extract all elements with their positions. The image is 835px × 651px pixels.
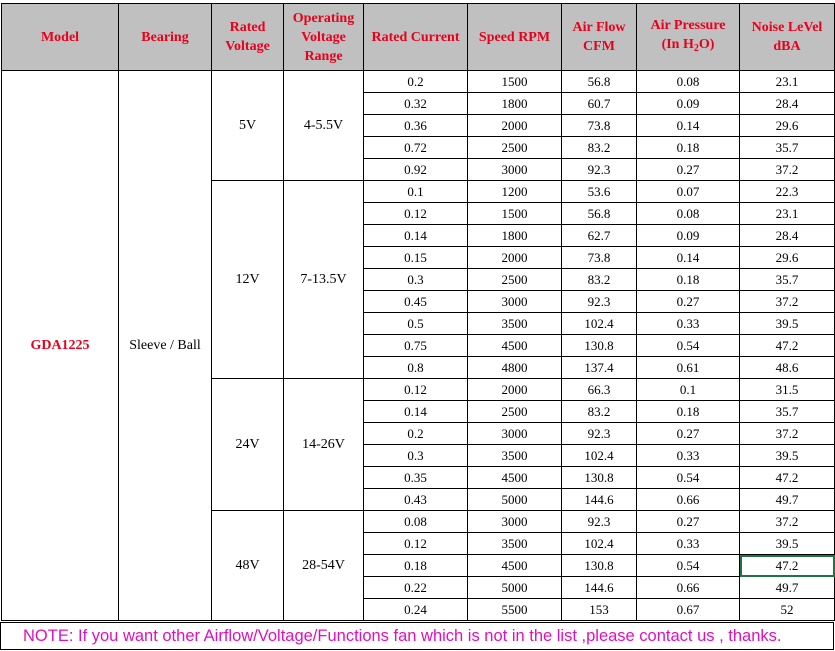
rated-current-cell: 0.12 <box>364 203 468 225</box>
speed-cell: 5000 <box>468 489 562 511</box>
speed-cell: 4500 <box>468 555 562 577</box>
speed-cell: 3000 <box>468 511 562 533</box>
header-air-pressure: Air Pressure (In $H_2O$) <box>637 4 740 71</box>
rated-current-cell: 0.18 <box>364 555 468 577</box>
noise-cell: 37.2 <box>740 291 835 313</box>
speed-cell: 3500 <box>468 445 562 467</box>
air-flow-cell: 92.3 <box>562 159 637 181</box>
noise-cell: 23.1 <box>740 203 835 225</box>
air-flow-cell: 56.8 <box>562 203 637 225</box>
rated-current-cell: 0.35 <box>364 467 468 489</box>
bearing-cell: Sleeve / Ball <box>119 71 212 621</box>
rated-current-cell: 0.92 <box>364 159 468 181</box>
air-pressure-cell: 0.07 <box>637 181 740 203</box>
header-rated-voltage: Rated Voltage <box>212 4 284 71</box>
noise-cell: 31.5 <box>740 379 835 401</box>
operating-range-cell: 28-54V <box>284 511 364 621</box>
speed-cell: 1200 <box>468 181 562 203</box>
model-cell: GDA1225 <box>2 71 119 621</box>
fan-spec-table <box>1 3 835 621</box>
spec-body <box>2 71 835 621</box>
speed-cell: 2500 <box>468 401 562 423</box>
speed-cell: 2000 <box>468 247 562 269</box>
air-flow-cell: 130.8 <box>562 467 637 489</box>
header-air-flow: Air Flow CFM <box>562 4 637 71</box>
air-flow-cell: 62.7 <box>562 225 637 247</box>
air-pressure-cell: 0.08 <box>637 71 740 93</box>
air-pressure-cell: 0.66 <box>637 577 740 599</box>
air-pressure-cell: 0.27 <box>637 423 740 445</box>
air-flow-cell: 92.3 <box>562 423 637 445</box>
rated-current-cell: 0.3 <box>364 445 468 467</box>
air-flow-cell: 66.3 <box>562 379 637 401</box>
noise-cell: 47.2 <box>740 467 835 489</box>
air-pressure-cell: 0.61 <box>637 357 740 379</box>
speed-cell: 2000 <box>468 379 562 401</box>
noise-cell: 37.2 <box>740 159 835 181</box>
air-pressure-cell: 0.67 <box>637 599 740 621</box>
noise-cell: 28.4 <box>740 93 835 115</box>
air-flow-cell: 153 <box>562 599 637 621</box>
rated-current-cell: 0.08 <box>364 511 468 533</box>
header-speed: Speed RPM <box>468 4 562 71</box>
noise-cell: 39.5 <box>740 313 835 335</box>
header-rated-current: Rated Current <box>364 4 468 71</box>
rated-current-cell: 0.36 <box>364 115 468 137</box>
rated-current-cell: 0.15 <box>364 247 468 269</box>
rated-current-cell: 0.32 <box>364 93 468 115</box>
air-pressure-cell: 0.27 <box>637 291 740 313</box>
air-pressure-cell: 0.14 <box>637 115 740 137</box>
noise-cell: 47.2 <box>740 335 835 357</box>
speed-cell: 1500 <box>468 203 562 225</box>
rated-current-cell: 0.8 <box>364 357 468 379</box>
air-flow-cell: 60.7 <box>562 93 637 115</box>
air-flow-cell: 92.3 <box>562 511 637 533</box>
noise-cell: 49.7 <box>740 489 835 511</box>
operating-range-cell: 14-26V <box>284 379 364 511</box>
rated-voltage-cell: 5V <box>212 71 284 181</box>
rated-current-cell: 0.12 <box>364 533 468 555</box>
air-pressure-cell: 0.54 <box>637 467 740 489</box>
noise-cell: 49.7 <box>740 577 835 599</box>
air-flow-cell: 83.2 <box>562 269 637 291</box>
speed-cell: 3000 <box>468 291 562 313</box>
air-pressure-cell: 0.54 <box>637 555 740 577</box>
rated-voltage-cell: 24V <box>212 379 284 511</box>
noise-cell: 48.6 <box>740 357 835 379</box>
speed-cell: 5000 <box>468 577 562 599</box>
air-pressure-cell: 0.14 <box>637 247 740 269</box>
rated-voltage-cell: 48V <box>212 511 284 621</box>
speed-cell: 3000 <box>468 159 562 181</box>
noise-cell: 52 <box>740 599 835 621</box>
rated-current-cell: 0.24 <box>364 599 468 621</box>
air-pressure-cell: 0.33 <box>637 533 740 555</box>
rated-current-cell: 0.75 <box>364 335 468 357</box>
header-noise: Noise LeVel dBA <box>740 4 835 71</box>
noise-cell: 39.5 <box>740 533 835 555</box>
contact-note: NOTE: If you want other Airflow/Voltage/Functions fan which is not in the list ,please contact us , thanks. <box>0 622 834 650</box>
air-pressure-cell: 0.18 <box>637 401 740 423</box>
speed-cell: 2500 <box>468 269 562 291</box>
header-row <box>2 4 835 71</box>
operating-range-cell: 7-13.5V <box>284 181 364 379</box>
rated-voltage-cell: 12V <box>212 181 284 379</box>
noise-cell: 47.2 <box>740 555 835 577</box>
air-pressure-cell: 0.27 <box>637 511 740 533</box>
header-model: Model <box>2 4 119 71</box>
speed-cell: 4800 <box>468 357 562 379</box>
noise-cell: 35.7 <box>740 269 835 291</box>
noise-cell: 28.4 <box>740 225 835 247</box>
noise-cell: 37.2 <box>740 511 835 533</box>
air-pressure-cell: 0.08 <box>637 203 740 225</box>
rated-current-cell: 0.72 <box>364 137 468 159</box>
speed-cell: 1800 <box>468 225 562 247</box>
air-flow-cell: 130.8 <box>562 335 637 357</box>
air-flow-cell: 130.8 <box>562 555 637 577</box>
air-pressure-cell: 0.09 <box>637 93 740 115</box>
speed-cell: 3500 <box>468 313 562 335</box>
rated-current-cell: 0.2 <box>364 423 468 445</box>
air-flow-cell: 102.4 <box>562 313 637 335</box>
header-bearing: Bearing <box>119 4 212 71</box>
air-pressure-cell: 0.54 <box>637 335 740 357</box>
air-flow-cell: 83.2 <box>562 137 637 159</box>
noise-cell: 29.6 <box>740 247 835 269</box>
air-pressure-cell: 0.1 <box>637 379 740 401</box>
rated-current-cell: 0.45 <box>364 291 468 313</box>
rated-current-cell: 0.2 <box>364 71 468 93</box>
air-flow-cell: 73.8 <box>562 115 637 137</box>
air-flow-cell: 102.4 <box>562 533 637 555</box>
rated-current-cell: 0.22 <box>364 577 468 599</box>
noise-cell: 39.5 <box>740 445 835 467</box>
air-pressure-cell: 0.09 <box>637 225 740 247</box>
air-flow-cell: 144.6 <box>562 489 637 511</box>
noise-cell: 35.7 <box>740 401 835 423</box>
air-flow-cell: 102.4 <box>562 445 637 467</box>
speed-cell: 1500 <box>468 71 562 93</box>
rated-current-cell: 0.5 <box>364 313 468 335</box>
noise-cell: 22.3 <box>740 181 835 203</box>
air-flow-cell: 73.8 <box>562 247 637 269</box>
speed-cell: 5500 <box>468 599 562 621</box>
header-operating-range: Operating Voltage Range <box>284 4 364 71</box>
rated-current-cell: 0.1 <box>364 181 468 203</box>
air-flow-cell: 92.3 <box>562 291 637 313</box>
noise-cell: 23.1 <box>740 71 835 93</box>
noise-cell: 35.7 <box>740 137 835 159</box>
air-flow-cell: 144.6 <box>562 577 637 599</box>
air-pressure-cell: 0.66 <box>637 489 740 511</box>
air-flow-cell: 56.8 <box>562 71 637 93</box>
table-row <box>2 71 835 93</box>
speed-cell: 4500 <box>468 335 562 357</box>
speed-cell: 1800 <box>468 93 562 115</box>
air-flow-cell: 53.6 <box>562 181 637 203</box>
rated-current-cell: 0.3 <box>364 269 468 291</box>
rated-current-cell: 0.14 <box>364 225 468 247</box>
noise-cell: 29.6 <box>740 115 835 137</box>
operating-range-cell: 4-5.5V <box>284 71 364 181</box>
speed-cell: 4500 <box>468 467 562 489</box>
air-pressure-cell: 0.27 <box>637 159 740 181</box>
speed-cell: 3500 <box>468 533 562 555</box>
rated-current-cell: 0.14 <box>364 401 468 423</box>
speed-cell: 2500 <box>468 137 562 159</box>
rated-current-cell: 0.43 <box>364 489 468 511</box>
noise-cell: 37.2 <box>740 423 835 445</box>
speed-cell: 3000 <box>468 423 562 445</box>
air-pressure-cell: 0.18 <box>637 137 740 159</box>
rated-current-cell: 0.12 <box>364 379 468 401</box>
air-flow-cell: 83.2 <box>562 401 637 423</box>
air-pressure-cell: 0.18 <box>637 269 740 291</box>
air-flow-cell: 137.4 <box>562 357 637 379</box>
air-pressure-cell: 0.33 <box>637 313 740 335</box>
air-pressure-cell: 0.33 <box>637 445 740 467</box>
speed-cell: 2000 <box>468 115 562 137</box>
